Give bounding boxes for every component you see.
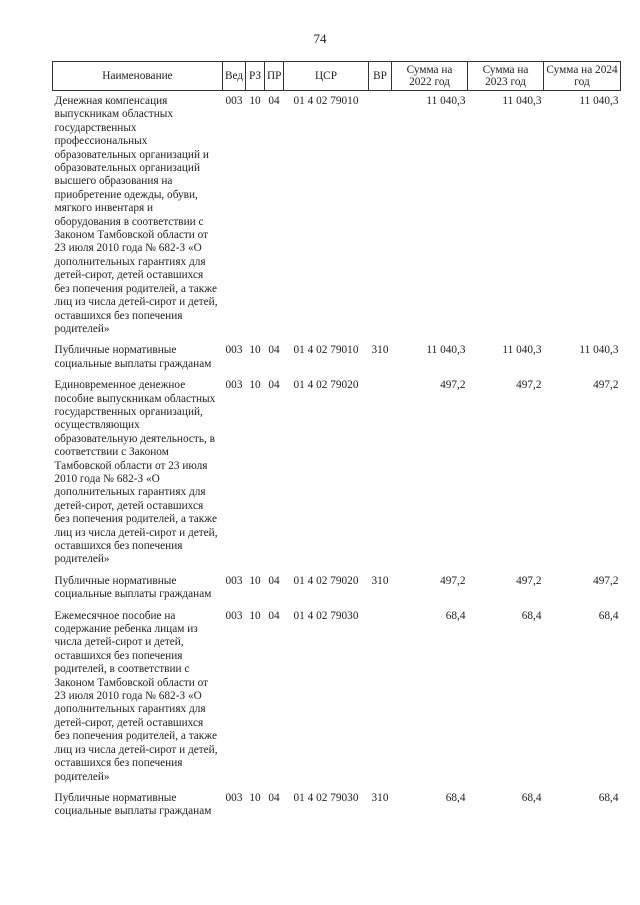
table-row xyxy=(53,91,621,337)
row-csr: 01 4 02 79030 xyxy=(293,791,359,804)
row-csr: 01 4 02 79010 xyxy=(293,344,359,357)
row-sum-2022: 68,4 xyxy=(445,609,466,622)
row-rz: 10 xyxy=(249,344,261,357)
row-sum-2023: 68,4 xyxy=(521,791,542,804)
table-row xyxy=(53,602,621,784)
budget-table xyxy=(52,61,621,819)
table-row xyxy=(53,567,621,602)
row-pr: 04 xyxy=(268,791,280,804)
row-pr: 04 xyxy=(268,95,280,107)
row-pr: 04 xyxy=(268,344,280,357)
row-sum-2024: 11 040,3 xyxy=(579,344,619,357)
row-rz: 10 xyxy=(249,574,261,587)
row-ved: 003 xyxy=(225,95,243,107)
row-name: Публичные нормативные социальные выплаты гражданам xyxy=(54,791,212,818)
row-sum-2024: 68,4 xyxy=(598,791,619,804)
row-rz: 10 xyxy=(249,609,261,622)
row-sum-2023: 497,2 xyxy=(516,574,542,587)
header-sum-2024: Сумма на 2024 год xyxy=(544,62,621,91)
row-sum-2022: 497,2 xyxy=(440,574,466,587)
row-csr: 01 4 02 79030 xyxy=(293,609,359,622)
row-pr: 04 xyxy=(268,609,280,622)
row-sum-2023: 11 040,3 xyxy=(502,95,542,107)
row-sum-2022: 68,4 xyxy=(445,791,466,804)
row-ved: 003 xyxy=(225,574,243,587)
header-csr: ЦСР xyxy=(284,62,369,91)
table-row xyxy=(53,336,621,371)
row-csr: 01 4 02 79010 xyxy=(293,95,359,107)
row-sum-2024: 68,4 xyxy=(598,609,619,622)
row-vr: 310 xyxy=(371,791,389,804)
row-sum-2023: 68,4 xyxy=(521,609,542,622)
row-name: Публичные нормативные социальные выплаты гражданам xyxy=(54,344,212,370)
row-vr xyxy=(369,91,392,337)
row-pr: 04 xyxy=(268,379,280,392)
header-sum-2023: Сумма на 2023 год xyxy=(468,62,544,91)
row-sum-2022: 11 040,3 xyxy=(426,95,466,107)
row-ved: 003 xyxy=(225,791,243,804)
header-vr: ВР xyxy=(369,62,392,91)
row-name: Единовременное денежное пособие выпускникам областных государственных организаций, осуществляющих образовательную деятельность, в соответствии с Законом Тамбовской области от 23 июля 2010 года № 682-З «О дополнительных гарантиях для детей-сирот, детей оставшихся без попечения родителей, а также лиц из числа детей-сирот и детей, оставшихся без попечения родителей» xyxy=(54,379,218,566)
row-sum-2023: 497,2 xyxy=(516,379,542,392)
row-name: Денежная компенсация выпускникам областных государственных профессиональных образовательных организаций и образовательных организаций высшего образования на приобретение одежды, обуви, мягкого инвентаря и оборудования в соответствии с Законом Тамбовской области от 23 июля 2010 года № 682-З «О дополнительных гарантиях для детей-сирот, детей оставшихся без попечения родителей, а также лиц из числа детей-сирот и детей, оставшихся без попечения родителей» xyxy=(54,95,218,335)
row-ved: 003 xyxy=(225,344,243,357)
row-rz: 10 xyxy=(249,95,261,107)
row-vr: 310 xyxy=(371,574,389,587)
header-ved: Вед xyxy=(223,62,246,91)
row-csr: 01 4 02 79020 xyxy=(293,574,359,587)
table-row xyxy=(53,371,621,567)
row-sum-2023: 11 040,3 xyxy=(502,344,542,357)
row-ved: 003 xyxy=(225,609,243,622)
row-sum-2022: 497,2 xyxy=(440,379,466,392)
table-header-row xyxy=(53,62,621,91)
page-number: 74 xyxy=(313,31,327,46)
header-pr: ПР xyxy=(265,62,284,91)
row-sum-2024: 497,2 xyxy=(593,574,619,587)
row-sum-2024: 11 040,3 xyxy=(579,95,619,107)
row-rz: 10 xyxy=(249,379,261,392)
row-ved: 003 xyxy=(225,379,243,392)
header-sum-2022: Сумма на 2022 год xyxy=(392,62,468,91)
row-csr: 01 4 02 79020 xyxy=(293,379,359,392)
row-rz: 10 xyxy=(249,791,261,804)
row-name: Ежемесячное пособие на содержание ребенка лицам из числа детей-сирот и детей, оставшихся без попечения родителей, в соответствии с Законом Тамбовской области от 23 июля 2010 года № 682-З «О дополнительных гарантиях для детей-сирот, детей оставшихся без попечения родителей, а также лиц из числа детей-сирот и детей, оставшихся без попечения родителей» xyxy=(54,609,218,783)
header-name: Наименование xyxy=(53,62,223,91)
row-vr xyxy=(369,371,392,567)
row-sum-2022: 11 040,3 xyxy=(426,344,466,357)
row-vr: 310 xyxy=(371,344,389,357)
row-name: Публичные нормативные социальные выплаты гражданам xyxy=(54,574,212,601)
table-row xyxy=(53,784,621,819)
row-sum-2024: 497,2 xyxy=(593,379,619,392)
header-rz: РЗ xyxy=(246,62,265,91)
row-vr xyxy=(369,602,392,784)
row-pr: 04 xyxy=(268,574,280,587)
